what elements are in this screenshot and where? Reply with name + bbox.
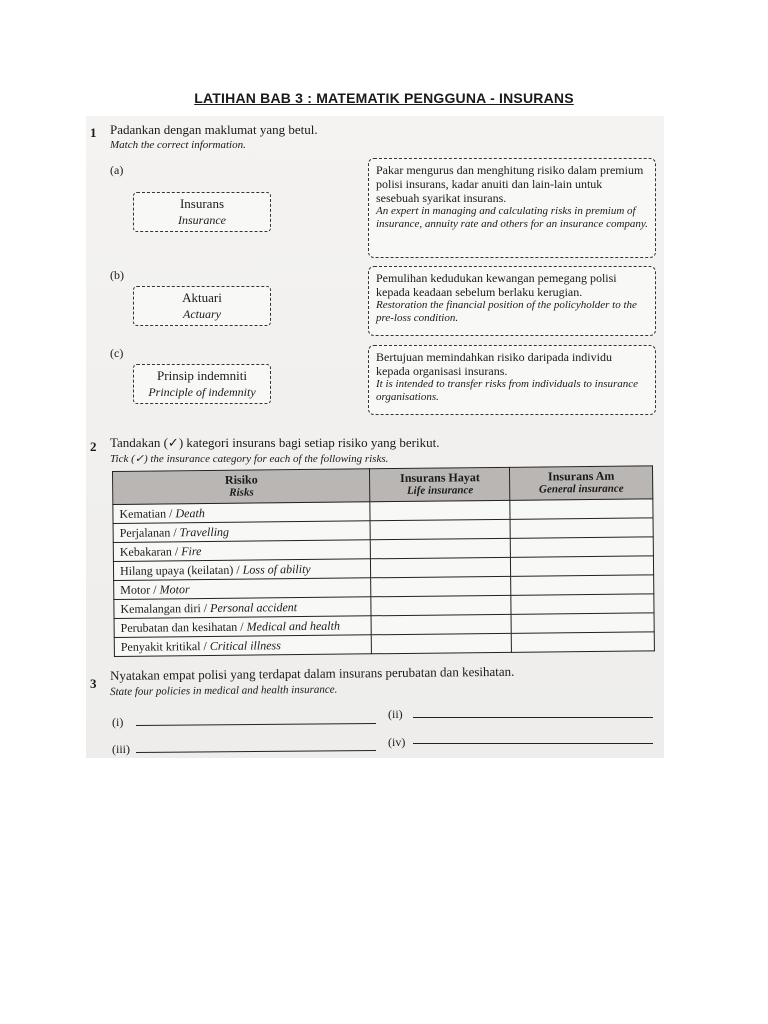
term-en: Insurance (178, 213, 226, 227)
description-box-1[interactable] (368, 158, 656, 258)
life-tick-cell[interactable] (371, 557, 511, 577)
general-tick-cell[interactable] (511, 613, 654, 633)
term-en: Principle of indemnity (148, 385, 256, 399)
term-box-actuary[interactable] (133, 286, 271, 326)
q2-instruction-en: Tick (✓) the insurance category for each of the following risks. (110, 453, 389, 465)
answer-label-ii: (ii) (388, 707, 403, 721)
q2-number: 2 (90, 439, 97, 454)
description-box-3[interactable] (368, 345, 656, 415)
q1-instruction-ms: Padankan dengan maklumat yang betul. (110, 122, 318, 137)
description-ms: Pemulihan kedudukan kewangan pemegang polisi kepada keadaan sebelum berlaku kerugian. (376, 271, 617, 299)
answer-line-iv[interactable] (413, 742, 653, 744)
q1-number: 1 (90, 125, 97, 140)
risk-cell: Perjalanan / Travelling (113, 521, 371, 543)
general-tick-cell[interactable] (510, 499, 653, 519)
term-ms: Prinsip indemniti (157, 368, 247, 383)
description-ms: Bertujuan memindahkan risiko daripada individu kepada organisasi insurans. (376, 350, 612, 378)
header-general-insurance: Insurans Am General insurance (510, 466, 653, 500)
q1-label-a: (a) (110, 163, 124, 177)
description-box-2[interactable] (368, 266, 656, 336)
general-tick-cell[interactable] (511, 594, 654, 614)
risk-cell: Kemalangan diri / Personal accident (114, 597, 372, 619)
general-tick-cell[interactable] (510, 537, 653, 557)
general-tick-cell[interactable] (511, 556, 654, 576)
risk-cell: Motor / Motor (114, 578, 372, 600)
q1-label-b: (b) (110, 268, 124, 282)
description-en: An expert in managing and calculating risks in premium of insurance, annuity rate and others for an insurance company. (376, 205, 648, 230)
page-title: LATIHAN BAB 3 : MATEMATIK PENGGUNA - INSURANS (194, 90, 574, 106)
q1-instruction-en: Match the correct information. (110, 139, 246, 151)
term-ms: Insurans (179, 196, 225, 211)
risk-cell: Kebakaran / Fire (113, 540, 371, 562)
description-en: It is intended to transfer risks from individuals to insurance organisations. (376, 378, 639, 403)
risk-cell: Penyakit kritikal / Critical illness (114, 635, 372, 657)
term-box-indemnity[interactable] (133, 364, 271, 404)
risk-cell: Hilang upaya (keilatan) / Loss of ability (113, 559, 371, 581)
life-tick-cell[interactable] (370, 500, 510, 520)
term-box-insurance[interactable] (133, 192, 271, 232)
risk-cell: Perubatan dan kesihatan / Medical and health (114, 616, 372, 638)
q3-instruction-en: State four policies in medical and health insurance. (110, 683, 338, 698)
life-tick-cell[interactable] (372, 633, 512, 653)
q2-instruction-ms: Tandakan (✓) kategori insurans bagi setiap risiko yang berikut. (110, 435, 440, 450)
q3-instruction-ms: Nyatakan empat polisi yang terdapat dalam insurans perubatan dan kesihatan. (110, 663, 515, 683)
general-tick-cell[interactable] (511, 575, 654, 595)
life-tick-cell[interactable] (371, 538, 511, 558)
description-en: Restoration the financial position of the policyholder to the pre-loss condition. (376, 299, 637, 324)
term-en: Actuary (183, 307, 221, 321)
general-tick-cell[interactable] (510, 518, 653, 538)
general-tick-cell[interactable] (511, 632, 654, 652)
risk-category-table (112, 465, 655, 657)
life-tick-cell[interactable] (372, 614, 512, 634)
term-ms: Aktuari (182, 290, 222, 305)
risk-cell: Kematian / Death (113, 502, 371, 524)
answer-label-iii: (iii) (112, 742, 130, 756)
description-ms: Pakar mengurus dan menghitung risiko dalam premium polisi insurans, kadar anuiti dan lain-lain untuk sesebuah syarikat insurans. (376, 163, 644, 205)
life-tick-cell[interactable] (371, 576, 511, 596)
answer-label-iv: (iv) (388, 735, 406, 749)
life-tick-cell[interactable] (371, 595, 511, 615)
header-life-insurance: Insurans Hayat Life insurance (370, 467, 510, 501)
answer-label-i: (i) (112, 715, 124, 729)
answer-line-ii[interactable] (413, 716, 653, 718)
q3-number: 3 (90, 676, 97, 691)
life-tick-cell[interactable] (371, 519, 511, 539)
header-risks: Risiko Risks (113, 469, 371, 505)
q1-label-c: (c) (110, 346, 124, 360)
